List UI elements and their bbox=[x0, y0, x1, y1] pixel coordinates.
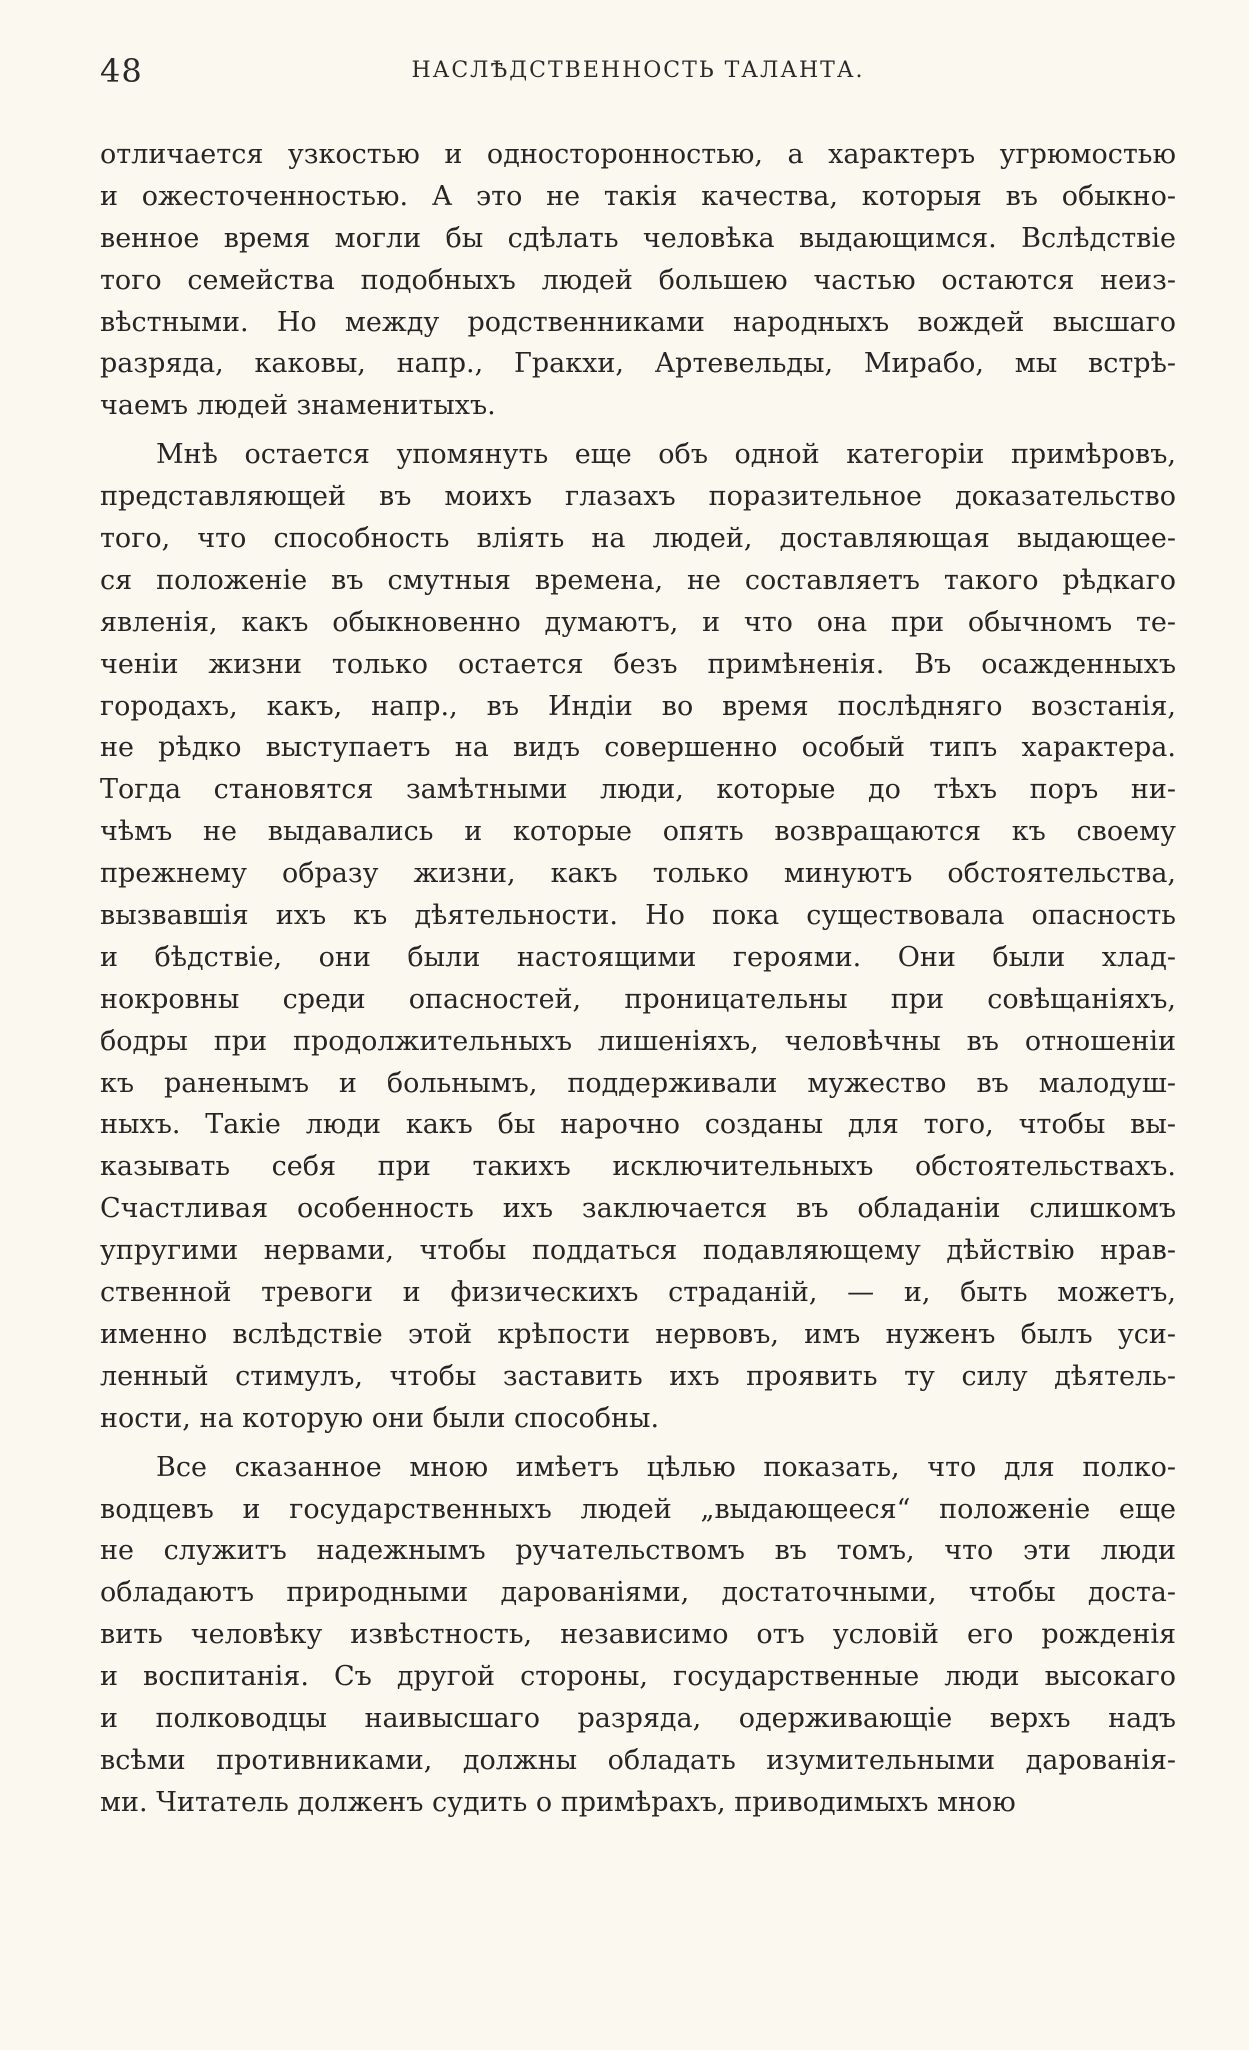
running-head bbox=[100, 52, 1176, 96]
text-line: Все сказанное мною имѣетъ цѣлью показать, что для полко- bbox=[156, 1451, 1176, 1483]
text-line: разряда, каковы, напр., Гракхи, Артевельды, Мирабо, мы встрѣ- bbox=[100, 348, 1176, 380]
text-line: прежнему образу жизни, какъ только минуютъ обстоятельства, bbox=[100, 858, 1176, 890]
text-line: венное время могли бы сдѣлать человѣка выдающимся. Вслѣдствіе bbox=[100, 222, 1176, 254]
text-line: и полководцы наивысшаго разряда, одерживающіе верхъ надъ bbox=[100, 1702, 1176, 1734]
text-line: ся положеніе въ смутныя времена, не составляетъ такого рѣдкаго bbox=[100, 564, 1176, 596]
text-line: ленный стимулъ, чтобы заставить ихъ проявить ту силу дѣятель- bbox=[100, 1360, 1176, 1392]
text-line: Счастливая особенность ихъ заключается въ обладаніи слишкомъ bbox=[100, 1193, 1176, 1225]
text-line: водцевъ и государственныхъ людей „выдающееся“ положеніе еще bbox=[100, 1493, 1176, 1525]
text-line: ственной тревоги и физическихъ страданій, — и, быть можетъ, bbox=[100, 1277, 1176, 1309]
text-line: городахъ, какъ, напр., въ Индіи во время послѣдняго возстанія, bbox=[100, 690, 1176, 722]
paragraph bbox=[100, 134, 1176, 427]
text-line: къ раненымъ и больнымъ, поддерживали мужество въ малодуш- bbox=[100, 1067, 1176, 1099]
text-line: вѣстными. Но между родственниками народныхъ вождей высшаго bbox=[100, 306, 1176, 338]
text-line: ми. Читатель долженъ судить о примѣрахъ, приводимыхъ мною bbox=[100, 1786, 1016, 1818]
text-line: явленія, какъ обыкновенно думаютъ, и что она при обычномъ те- bbox=[100, 606, 1176, 638]
text-line: ныхъ. Такіе люди какъ бы нарочно созданы для того, чтобы вы- bbox=[100, 1109, 1176, 1141]
paragraph bbox=[100, 1447, 1176, 1824]
text-line: и воспитанія. Съ другой стороны, государственные люди высокаго bbox=[100, 1661, 1176, 1693]
text-line: и бѣдствіе, они были настоящими героями. Они были хлад- bbox=[100, 941, 1176, 973]
text-line: нокровны среди опасностей, проницательны при совѣщаніяхъ, bbox=[100, 983, 1176, 1015]
paragraph-gap bbox=[100, 1440, 1176, 1447]
text-line: чѣмъ не выдавались и которые опять возвращаются къ своему bbox=[100, 816, 1176, 848]
text-line: бодры при продолжительныхъ лишеніяхъ, человѣчны въ отношеніи bbox=[100, 1025, 1176, 1057]
page-number: 48 bbox=[100, 52, 143, 90]
body-text bbox=[100, 134, 1176, 1824]
text-line: вызвавшія ихъ къ дѣятельности. Но пока существовала опасность bbox=[100, 900, 1176, 932]
text-line: не рѣдко выступаетъ на видъ совершенно особый типъ характера. bbox=[100, 732, 1176, 764]
paragraph-gap bbox=[100, 427, 1176, 434]
text-line: обладаютъ природными дарованіями, достаточными, чтобы доста- bbox=[100, 1577, 1176, 1609]
running-title: НАСЛѢДСТВЕННОСТЬ ТАЛАНТА. bbox=[411, 58, 865, 83]
text-line: казывать себя при такихъ исключительныхъ обстоятельствахъ. bbox=[100, 1151, 1176, 1183]
text-line: вить человѣку извѣстность, независимо отъ условій его рожденія bbox=[100, 1619, 1176, 1651]
text-line: представляющей въ моихъ глазахъ поразительное доказательство bbox=[100, 481, 1176, 513]
text-line: того семейства подобныхъ людей большею частью остаются неиз- bbox=[100, 264, 1176, 296]
text-line: именно вслѣдствіе этой крѣпости нервовъ, имъ нуженъ былъ уси- bbox=[100, 1318, 1176, 1350]
text-line: упругими нервами, чтобы поддаться подавляющему дѣйствію нрав- bbox=[100, 1235, 1176, 1267]
text-line: Тогда становятся замѣтными люди, которые до тѣхъ поръ ни- bbox=[100, 774, 1176, 806]
text-line: и ожесточенностью. А это не такія качества, которыя въ обыкно- bbox=[100, 180, 1176, 212]
text-line: всѣми противниками, должны обладать изумительными дарованія- bbox=[100, 1744, 1176, 1776]
text-line: не служитъ надежнымъ ручательствомъ въ томъ, что эти люди bbox=[100, 1535, 1176, 1567]
text-line: того, что способность вліять на людей, доставляющая выдающее- bbox=[100, 523, 1176, 555]
text-line: ченіи жизни только остается безъ примѣненія. Въ осажденныхъ bbox=[100, 648, 1176, 680]
paragraph bbox=[100, 434, 1176, 1439]
text-line: Мнѣ остается упомянуть еще объ одной категоріи примѣровъ, bbox=[156, 439, 1176, 471]
text-line: ности, на которую они были способны. bbox=[100, 1402, 660, 1434]
text-line: отличается узкостью и односторонностью, а характеръ угрюмостью bbox=[100, 139, 1176, 170]
text-line: чаемъ людей знаменитыхъ. bbox=[100, 390, 496, 422]
